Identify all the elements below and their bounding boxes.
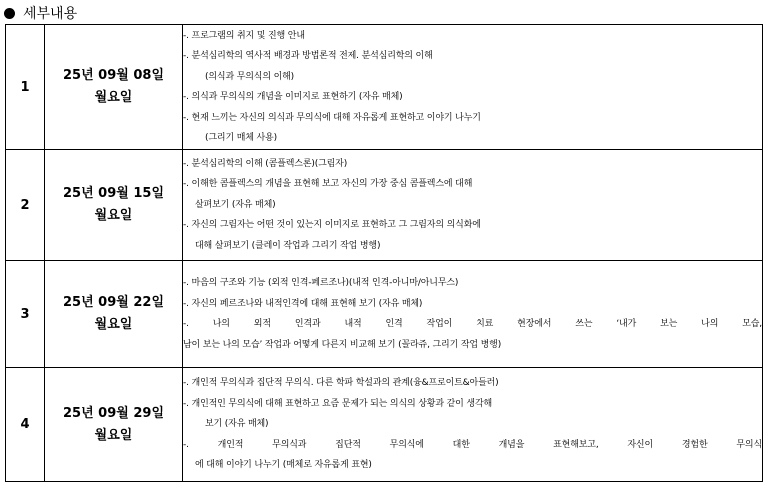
session-date: 25년 09월 22일 bbox=[63, 295, 164, 310]
session-date: 25년 09월 29일 bbox=[63, 405, 164, 421]
session-date: 25년 09월 15일 bbox=[63, 186, 164, 201]
section-heading bbox=[4, 2, 77, 24]
content-line: -. 프로그램의 취지 및 진행 안내 bbox=[183, 30, 305, 41]
session-content bbox=[183, 368, 763, 482]
session-day: 월요일 bbox=[94, 90, 133, 105]
session-date-cell bbox=[45, 261, 183, 368]
session-number: 1 bbox=[6, 25, 45, 150]
session-day: 월요일 bbox=[94, 208, 133, 223]
session-date: 25년 09월 08일 bbox=[63, 68, 164, 83]
content-line: (의식과 무의식의 이해) bbox=[205, 71, 295, 82]
schedule-table bbox=[5, 24, 763, 482]
table-row bbox=[6, 261, 763, 368]
session-day: 월요일 bbox=[94, 427, 133, 443]
content-line: -. 개인적인 무의식에 대해 표현하고 요즘 문제가 되는 의식의 상황과 같이 생각해 bbox=[183, 398, 493, 409]
content-line: -. 개인적 무의식과 집단적 무의식. 다른 학파 학설과의 관계(융&프로이트&아들러) bbox=[183, 378, 499, 389]
content-line: -. 개인적 무의식과 집단적 무의식에 대한 개념을 표현해보고, 자신이 경험한 무의식 bbox=[183, 439, 762, 450]
table-row bbox=[6, 368, 763, 482]
content-line: 에 대해 이야기 나누기 (매체로 자유롭게 표현) bbox=[195, 460, 372, 471]
session-date-cell bbox=[45, 25, 183, 150]
content-line: -. 분석심리학의 역사적 배경과 방법론적 전제. 분석심리학의 이해 bbox=[183, 51, 433, 61]
session-date-cell bbox=[45, 368, 183, 482]
session-number: 2 bbox=[6, 150, 45, 261]
content-line: 보기 (자유 매체) bbox=[205, 419, 269, 430]
content-line: -. 이해한 콤플렉스의 개념을 표현해 보고 자신의 가장 중심 콤플렉스에 대해 bbox=[183, 179, 473, 190]
content-line: -. 마음의 구조와 기능 (외적 인격-페르조나)(내적 인격-아니마/아니무스) bbox=[183, 278, 459, 288]
session-number: 4 bbox=[6, 368, 45, 482]
table-row bbox=[6, 150, 763, 261]
content-line: -. 의식과 무의식의 개념을 이미지로 표현하기 (자유 매체) bbox=[183, 92, 403, 102]
bullet-icon bbox=[4, 8, 15, 19]
table-row bbox=[6, 25, 763, 150]
content-line: 대해 살펴보기 (클레이 작업과 그리기 작업 병행) bbox=[195, 240, 381, 251]
session-number: 3 bbox=[6, 261, 45, 368]
session-content bbox=[183, 150, 763, 261]
content-line: -. 자신의 그림자는 어떤 것이 있는지 이미지로 표현하고 그 그림자의 의식화에 bbox=[183, 220, 481, 231]
session-content bbox=[183, 261, 763, 368]
session-day: 월요일 bbox=[94, 317, 133, 332]
session-date-cell bbox=[45, 150, 183, 261]
content-line: (그리기 매체 사용) bbox=[205, 133, 277, 143]
content-line: -. 나의 외적 인격과 내적 인격 작업이 치료 현장에서 쓰는 ‘내가 보는 나의 모습, bbox=[183, 319, 762, 329]
session-content bbox=[183, 25, 763, 150]
section-title: 세부내용 bbox=[23, 6, 78, 22]
content-line: 남이 보는 나의 모습’ 작업과 어떻게 다른지 비교해 보기 (꼴라쥬, 그리기 작업 병행) bbox=[183, 339, 502, 350]
content-line: 살펴보기 (자유 매체) bbox=[195, 199, 276, 210]
content-line: -. 현재 느끼는 자신의 의식과 무의식에 대해 자유롭게 표현하고 이야기 나누기 bbox=[183, 112, 481, 123]
content-line: -. 자신의 페르조나와 내적인격에 대해 표현해 보기 (자유 매체) bbox=[183, 298, 423, 309]
content-line: -. 분석심리학의 이해 (콤플렉스론)(그림자) bbox=[183, 158, 348, 169]
